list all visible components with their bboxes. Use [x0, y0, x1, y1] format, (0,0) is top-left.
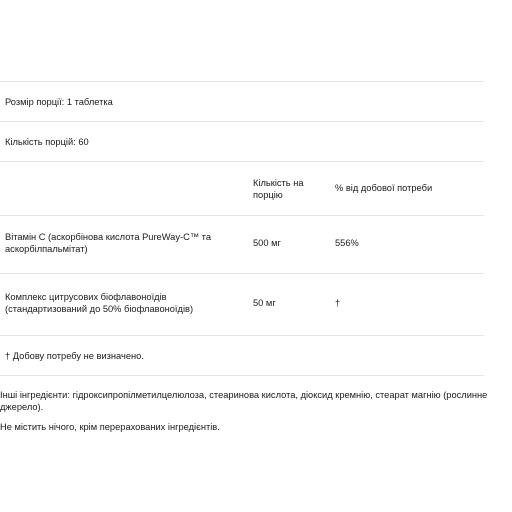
other-ingredients-text: Інші інгредієнти: гідроксипропілметилцелюлоза, стеаринова кислота, діоксид кремнію, стеарат магнію (рослинне джерело).	[0, 390, 488, 412]
footnote-text: † Добову потребу не визначено.	[5, 351, 144, 361]
serving-size-row	[0, 81, 484, 121]
ingredient-daily-value: †	[335, 298, 341, 308]
table-row	[0, 215, 484, 273]
servings-per-container-text: Кількість порцій: 60	[5, 137, 89, 147]
amount-column-header: Кількість на порцію	[253, 178, 304, 200]
servings-per-container-row	[0, 121, 484, 161]
footnote-row	[0, 335, 484, 376]
additional-notes	[0, 389, 512, 433]
daily-value-column-header: % від добової потреби	[335, 183, 433, 193]
supplement-facts-table	[0, 81, 484, 376]
ingredient-daily-value: 556%	[335, 238, 359, 248]
serving-size-text: Розмір порції: 1 таблетка	[5, 97, 113, 107]
ingredient-name: Комплекс цитрусових біофлавоноїдів (стандартизований до 50% біофлавоноїдів)	[5, 292, 194, 314]
ingredient-amount: 500 мг	[253, 238, 281, 248]
table-header-row	[0, 161, 484, 215]
ingredient-name: Вітамін С (аскорбінова кислота PureWay-C™ та аскорбілпальмітат)	[5, 232, 211, 254]
contains-note-text: Не містить нічого, крім перерахованих інгредієнтів.	[0, 422, 220, 432]
table-row	[0, 273, 484, 335]
ingredient-amount: 50 мг	[253, 298, 276, 308]
